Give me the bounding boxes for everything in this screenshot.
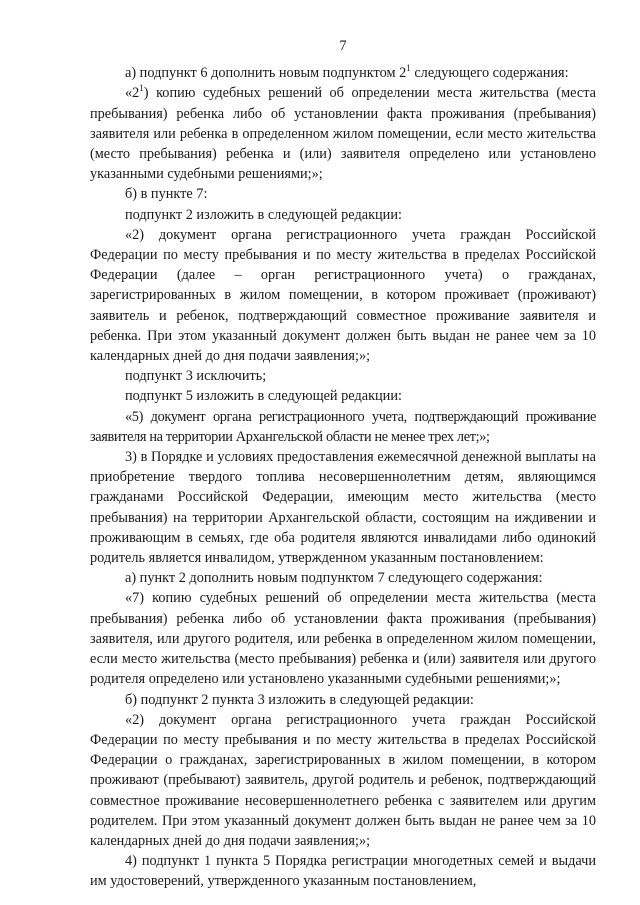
document-page — [90, 36, 596, 892]
paragraph: б) в пункте 7: — [125, 186, 208, 203]
paragraph-subitem-2-1 — [90, 83, 596, 184]
superscript: 1 — [406, 63, 411, 74]
superscript: 1 — [139, 83, 144, 94]
paragraph: б) подпункт 2 пункта 3 изложить в следующей редакции: — [125, 691, 474, 708]
page-number: 7 — [339, 38, 347, 54]
paragraph-amend-6 — [90, 63, 596, 83]
paragraph-text: а) подпункт 6 дополнить новым подпунктом 2 — [125, 65, 407, 82]
paragraph: подпункт 3 исключить; — [125, 368, 267, 385]
paragraph: 3) в Порядке и условиях предоставления ежемесячной денежной выплаты на приобретение твердого топлива несовершеннолетним детям, являющимся гражданами Российской Федерации, имеющим место жительства (место пребывания) на территории Архангельской области, состоящим на иждивении и проживающим в семьях, где оба родителя являются инвалидами либо одинокий родитель является инвалидом, утвержденном указанным постановлением: — [90, 449, 596, 567]
paragraph: подпункт 2 изложить в следующей редакции: — [125, 206, 402, 223]
paragraph: «2) документ органа регистрационного учета граждан Российской Федерации по месту пребывания и по месту жительства в пределах Российской Федерации о гражданах, зарегистрированных в жилом помещении, в котором проживают (пребывают) заявитель, другой родитель и ребенок, подтверждающий совместное проживание несовершеннолетнего ребенка с заявителем или другим родителем. При этом указанный документ должен быть выдан не ранее чем за 10 календарных дней до дня подачи заявления;»; — [90, 711, 596, 849]
paragraph: подпункт 5 изложить в следующей редакции: — [125, 388, 402, 405]
paragraph-subitem-5: «5) документ органа регистрационного учета, подтверждающий проживание заявителя на территории Архангельской области не менее трех лет;»; — [90, 408, 596, 445]
paragraph: «7) копию судебных решений об определении места жительства (места пребывания) ребенка либо об установлении факта проживания (пребывания) заявителя, или другого родителя, или ребенка в определенном жилом помещении, если место жительства (место пребывания) ребенка и (или) заявителя или другого родителя определено или установлено указанными судебными решениями;»; — [90, 590, 596, 688]
paragraph: 4) подпункт 1 пункта 5 Порядка регистрации многодетных семей и выдачи им удостоверений, утвержденного указанным постановлением, — [90, 853, 596, 890]
paragraph: а) пункт 2 дополнить новым подпунктом 7 следующего содержания: — [125, 570, 543, 587]
paragraph-text: «2 — [125, 85, 140, 102]
paragraph-text: ) копию судебных решений об определении места жительства (места пребывания) ребенка либо об установлении факта проживания (пребывания) заявителя или ребенка в определенном жилом помещении, если место жительства (место пребывания) ребенка и (или) заявителя определено или установлено указанными судебными решениями;»; — [90, 85, 596, 183]
paragraph: «2) документ органа регистрационного учета граждан Российской Федерации по месту пребывания и по месту жительства в пределах Российской Федерации (далее – орган регистрационного учета) о гражданах, зарегистрированных в жилом помещении, в котором проживает (проживают) заявитель и ребенок, подтверждающий совместное проживание заявителя и ребенка. При этом указанный документ должен быть выдан не ранее чем за 10 календарных дней до дня подачи заявления;»; — [90, 226, 596, 365]
paragraph-text: следующего содержания: — [410, 65, 569, 82]
